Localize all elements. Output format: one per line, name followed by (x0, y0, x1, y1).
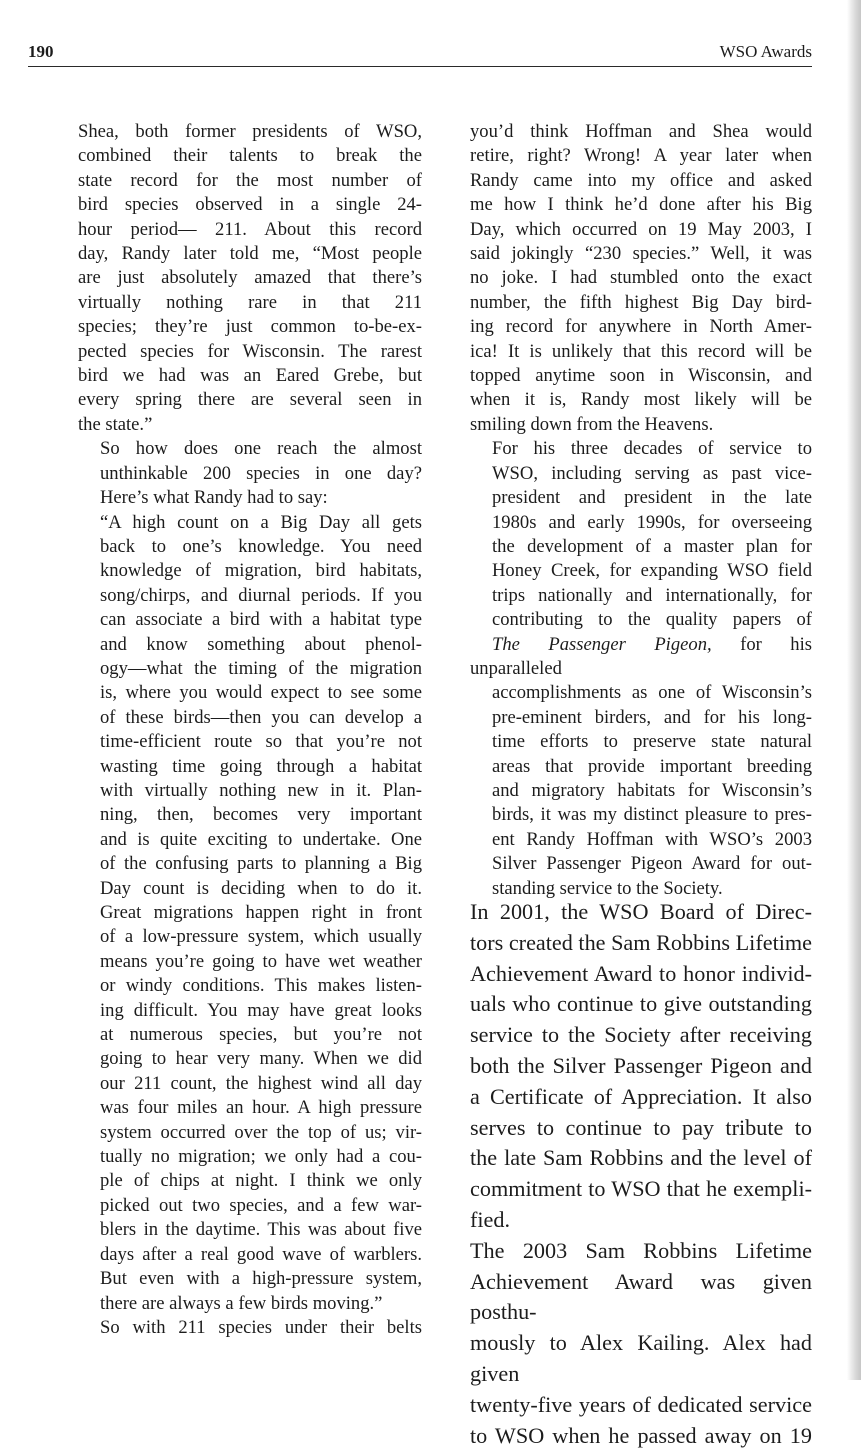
text-line: number, the fifth highest Big Day bird- (470, 291, 812, 313)
text-line: every spring there are several seen in (78, 389, 422, 411)
text-line: Here’s what Randy had to say: (100, 487, 328, 509)
text-line: said jokingly “230 species.” Well, it was (470, 243, 812, 265)
text-line: both the Silver Passenger Pigeon and (470, 1052, 812, 1078)
text-line: contributing to the quality papers of (492, 609, 812, 631)
text-line: fied. (470, 1206, 511, 1232)
text-line: ica! It is unlikely that this record will be (470, 340, 812, 362)
page-number: 190 (28, 42, 54, 61)
text-line: trips nationally and internationally, for (492, 584, 812, 606)
text-line: topped anytime soon in Wisconsin, and (470, 365, 812, 387)
text-line: means you’re going to have wet weather (100, 950, 422, 972)
text-line: president and president in the late (492, 487, 812, 509)
text-line: tually no migration; we only had a cou- (100, 1146, 422, 1168)
text-line: pected species for Wisconsin. The rarest (78, 340, 422, 362)
text-line: blers in the daytime. This was about five (100, 1219, 422, 1241)
text-line: song/chirps, and diurnal periods. If you (100, 584, 422, 606)
text-line: Great migrations happen right in front (100, 902, 422, 923)
text-line: no joke. I had stumbled onto the exact (470, 267, 812, 289)
text-line (470, 633, 812, 682)
text-line: and migratory habitats for Wisconsin’s (492, 779, 812, 801)
left-column (78, 120, 422, 1340)
text-line: ing difficult. You may have great looks (100, 999, 422, 1021)
text-line: In 2001, the WSO Board of Direc- (470, 899, 812, 924)
text-line: ple of chips at night. I think we only (100, 1170, 422, 1192)
text-line: The 2003 Sam Robbins Lifetime (470, 1237, 812, 1263)
text-line: you’d think Hoffman and Shea would (470, 121, 812, 142)
text-line: ning, then, becomes very important (100, 804, 422, 826)
text-line: species; they’re just common to-be-ex- (78, 316, 422, 338)
text-line: “A high count on a Big Day all gets (100, 511, 422, 533)
paragraph (470, 437, 812, 901)
text-line: when it is, Randy most likely will be (470, 389, 812, 411)
paragraph (78, 120, 422, 437)
text-line: Achievement Award was given posthu- (470, 1268, 812, 1325)
text-line: is, where you would expect to see some (100, 682, 422, 704)
text-line: accomplishments as one of Wisconsin’s (492, 682, 812, 704)
text-line: smiling down from the Heavens. (470, 413, 714, 435)
text-line: But even with a high-pressure system, (100, 1268, 422, 1290)
text-line: knowledge of migration, bird habitats, (100, 560, 422, 582)
text-line: For his three decades of service to (492, 438, 812, 460)
right-column (470, 120, 812, 901)
text-line: ogy—what the timing of the migration (100, 657, 422, 679)
text-line: back to one’s knowledge. You need (100, 535, 422, 557)
text-line: are just absolutely amazed that there’s (78, 267, 422, 289)
text-line: going to hear very many. When we did (100, 1048, 422, 1070)
text-line: our 211 count, the highest wind all day (100, 1072, 422, 1094)
text-line: birds, it was my distinct pleasure to pres- (492, 804, 812, 826)
text-line: was four miles an hour. A high pressure (100, 1097, 422, 1119)
text-line: Shea, both former presidents of WSO, (78, 121, 422, 142)
text-line: time-efficient route so that you’re not (100, 731, 422, 753)
text-line: hour period— 211. About this record (78, 218, 422, 240)
text-line: the state.” (78, 413, 153, 435)
text-line: bird we had was an Eared Grebe, but (78, 365, 422, 387)
text-line: Day, which occurred on 19 May 2003, I (470, 218, 812, 240)
sam-robbins-award-section (470, 897, 812, 1451)
paragraph (470, 120, 812, 437)
text-line: tors created the Sam Robbins Lifetime (470, 929, 812, 955)
paragraph (470, 897, 812, 1236)
text-line: wasting time going through a habitat (100, 755, 422, 777)
text-line: ing record for anywhere in North Amer- (470, 316, 812, 338)
text-line: me how I think he’d done after his Big (470, 194, 812, 216)
paragraph (78, 511, 422, 1316)
text-line: commitment to WSO that he exempli- (470, 1176, 812, 1202)
text-line: Honey Creek, for expanding WSO field (492, 560, 812, 582)
text-line: or windy conditions. This makes listen- (100, 975, 422, 997)
text-line: the development of a master plan for (492, 535, 812, 557)
text-line: bird species observed in a single 24- (78, 194, 422, 216)
text-fragment: for his unparalleled (470, 633, 812, 679)
running-head: WSO Awards (719, 42, 812, 61)
text-line: day, Randy later told me, “Most people (78, 243, 422, 265)
text-line: state record for the most number of (78, 169, 422, 191)
text-line: Silver Passenger Pigeon Award for out- (492, 853, 812, 875)
text-line: picked out two species, and a few war- (100, 1194, 422, 1216)
text-line: So how does one reach the almost (100, 438, 422, 460)
text-line: Achievement Award to honor individ- (470, 960, 812, 986)
text-line: So with 211 species under their belts (100, 1316, 422, 1338)
page-edge-shadow (847, 0, 861, 1380)
text-line: Randy came into my office and asked (470, 169, 812, 191)
paragraph (78, 437, 422, 510)
text-line: service to the Society after receiving (470, 1022, 812, 1048)
text-line: twenty-five years of dedicated service (470, 1391, 812, 1417)
text-line: combined their talents to break the (78, 145, 422, 167)
journal-title: The Passenger Pigeon, (492, 633, 712, 655)
text-line: pre-eminent birders, and for his long- (492, 706, 812, 728)
text-line: Day count is deciding when to do it. (100, 877, 422, 899)
text-line: there are always a few birds moving.” (100, 1292, 383, 1314)
text-line: the late Sam Robbins and the level of (470, 1145, 812, 1171)
text-line: serves to continue to pay tribute to (470, 1114, 812, 1140)
text-line: can associate a bird with a habitat type (100, 609, 422, 631)
text-line: to WSO when he passed away on 19 (470, 1422, 812, 1448)
paragraph (78, 1316, 422, 1340)
text-line: of a low-pressure system, which usually (100, 926, 422, 948)
text-line: of these birds—then you can develop a (100, 706, 422, 728)
text-line: and is quite exciting to undertake. One (100, 828, 422, 850)
text-line: ent Randy Hoffman with WSO’s 2003 (492, 828, 812, 850)
text-line: retire, right? Wrong! A year later when (470, 145, 812, 167)
text-line: 1980s and early 1990s, for overseeing (492, 511, 812, 533)
text-line: mously to Alex Kailing. Alex had given (470, 1330, 812, 1386)
text-line: and know something about phenol- (100, 633, 422, 655)
text-line: time efforts to preserve state natural (492, 731, 812, 753)
text-line: a Certificate of Appreciation. It also (470, 1083, 812, 1109)
text-line: at numerous species, but you’re not (100, 1024, 422, 1046)
text-line: virtually nothing rare in that 211 (78, 291, 422, 313)
page-header (28, 40, 812, 67)
paragraph (470, 1236, 812, 1451)
text-line: of the confusing parts to planning a Big (100, 853, 422, 875)
text-line: with virtually nothing new in it. Plan- (100, 779, 422, 801)
text-line: days after a real good wave of warblers. (100, 1243, 422, 1265)
text-line: areas that provide important breeding (492, 755, 812, 777)
text-line: uals who continue to give outstanding (470, 991, 812, 1017)
text-line: standing service to the Society. (492, 877, 723, 899)
text-line: system occurred over the top of us; vir- (100, 1121, 422, 1143)
text-line: WSO, including serving as past vice- (492, 462, 812, 484)
text-line: unthinkable 200 species in one day? (100, 462, 422, 484)
